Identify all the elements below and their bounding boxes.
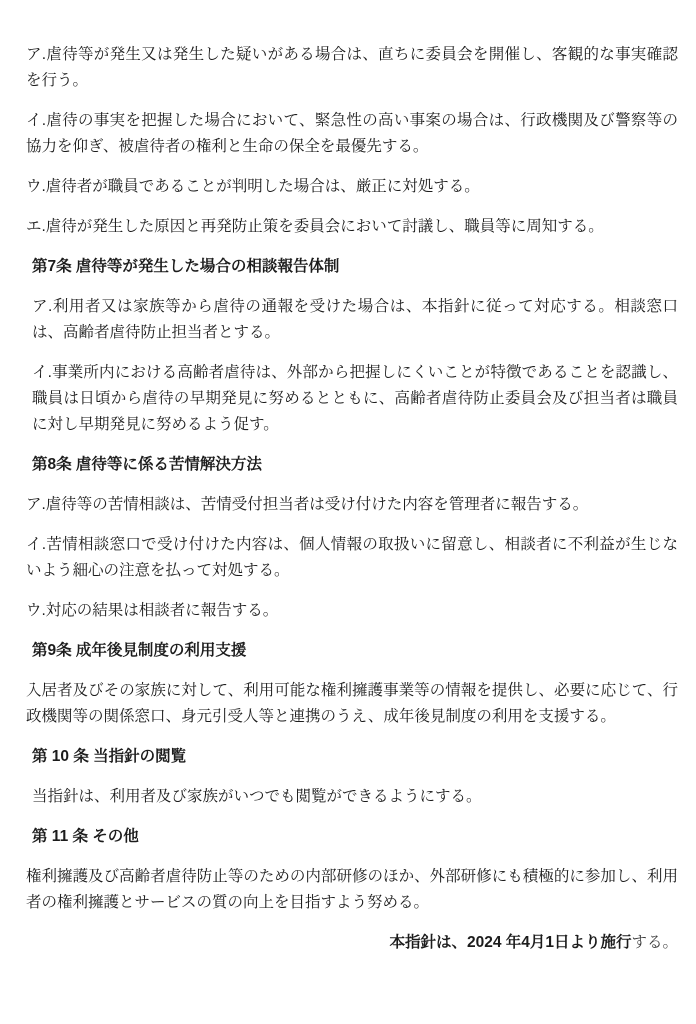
section-heading: 第9条 成年後見制度の利用支援 bbox=[32, 642, 247, 659]
paragraph: イ.苦情相談窓口で受け付けた内容は、個人情報の取扱いに留意し、相談者に不利益が生じないよう細心の注意を払って対処する。 bbox=[26, 536, 678, 579]
paragraph: ア.虐待等が発生又は発生した疑いがある場合は、直ちに委員会を開催し、客観的な事実確認を行う。 bbox=[26, 46, 678, 89]
document-body bbox=[26, 42, 678, 956]
paragraph: ウ.虐待者が職員であることが判明した場合は、厳正に対処する。 bbox=[26, 178, 480, 195]
paragraph: ア.虐待等の苦情相談は、苦情受付担当者は受け付けた内容を管理者に報告する。 bbox=[26, 496, 589, 513]
paragraph: 入居者及びその家族に対して、利用可能な権利擁護事業等の情報を提供し、必要に応じて、行政機関等の関係窓口、身元引受人等と連携のうえ、成年後見制度の利用を支援する。 bbox=[26, 682, 678, 725]
effective-date-line bbox=[26, 930, 678, 956]
paragraph: イ.虐待の事実を把握した場合において、緊急性の高い事案の場合は、行政機関及び警察等の協力を仰ぎ、被虐待者の権利と生命の保全を最優先する。 bbox=[26, 112, 678, 155]
section-heading: 第7条 虐待等が発生した場合の相談報告体制 bbox=[32, 258, 340, 275]
effective-date-normal: する。 bbox=[631, 934, 678, 951]
paragraph: 当指針は、利用者及び家族がいつでも閲覧ができるようにする。 bbox=[32, 788, 482, 805]
paragraph: イ.事業所内における高齢者虐待は、外部から把握しにくいことが特徴であることを認識し、職員は日頃から虐待の早期発見に努めるとともに、高齢者虐待防止委員会及び担当者は職員に対し早期発見に努めるよう促す。 bbox=[32, 364, 678, 433]
section-heading: 第 10 条 当指針の閲覧 bbox=[32, 748, 187, 765]
paragraph: エ.虐待が発生した原因と再発防止策を委員会において討議し、職員等に周知する。 bbox=[26, 218, 604, 235]
paragraph: 権利擁護及び高齢者虐待防止等のための内部研修のほか、外部研修にも積極的に参加し、利用者の権利擁護とサービスの質の向上を目指すよう努める。 bbox=[26, 868, 678, 911]
paragraph: ウ.対応の結果は相談者に報告する。 bbox=[26, 602, 279, 619]
section-heading: 第 11 条 その他 bbox=[32, 828, 139, 845]
section-heading: 第8条 虐待等に係る苦情解決方法 bbox=[32, 456, 262, 473]
paragraph: ア.利用者又は家族等から虐待の通報を受けた場合は、本指針に従って対応する。相談窓口は、高齢者虐待防止担当者とする。 bbox=[32, 298, 678, 341]
effective-date-bold: 本指針は、2024 年4月1日より施行 bbox=[389, 934, 632, 951]
